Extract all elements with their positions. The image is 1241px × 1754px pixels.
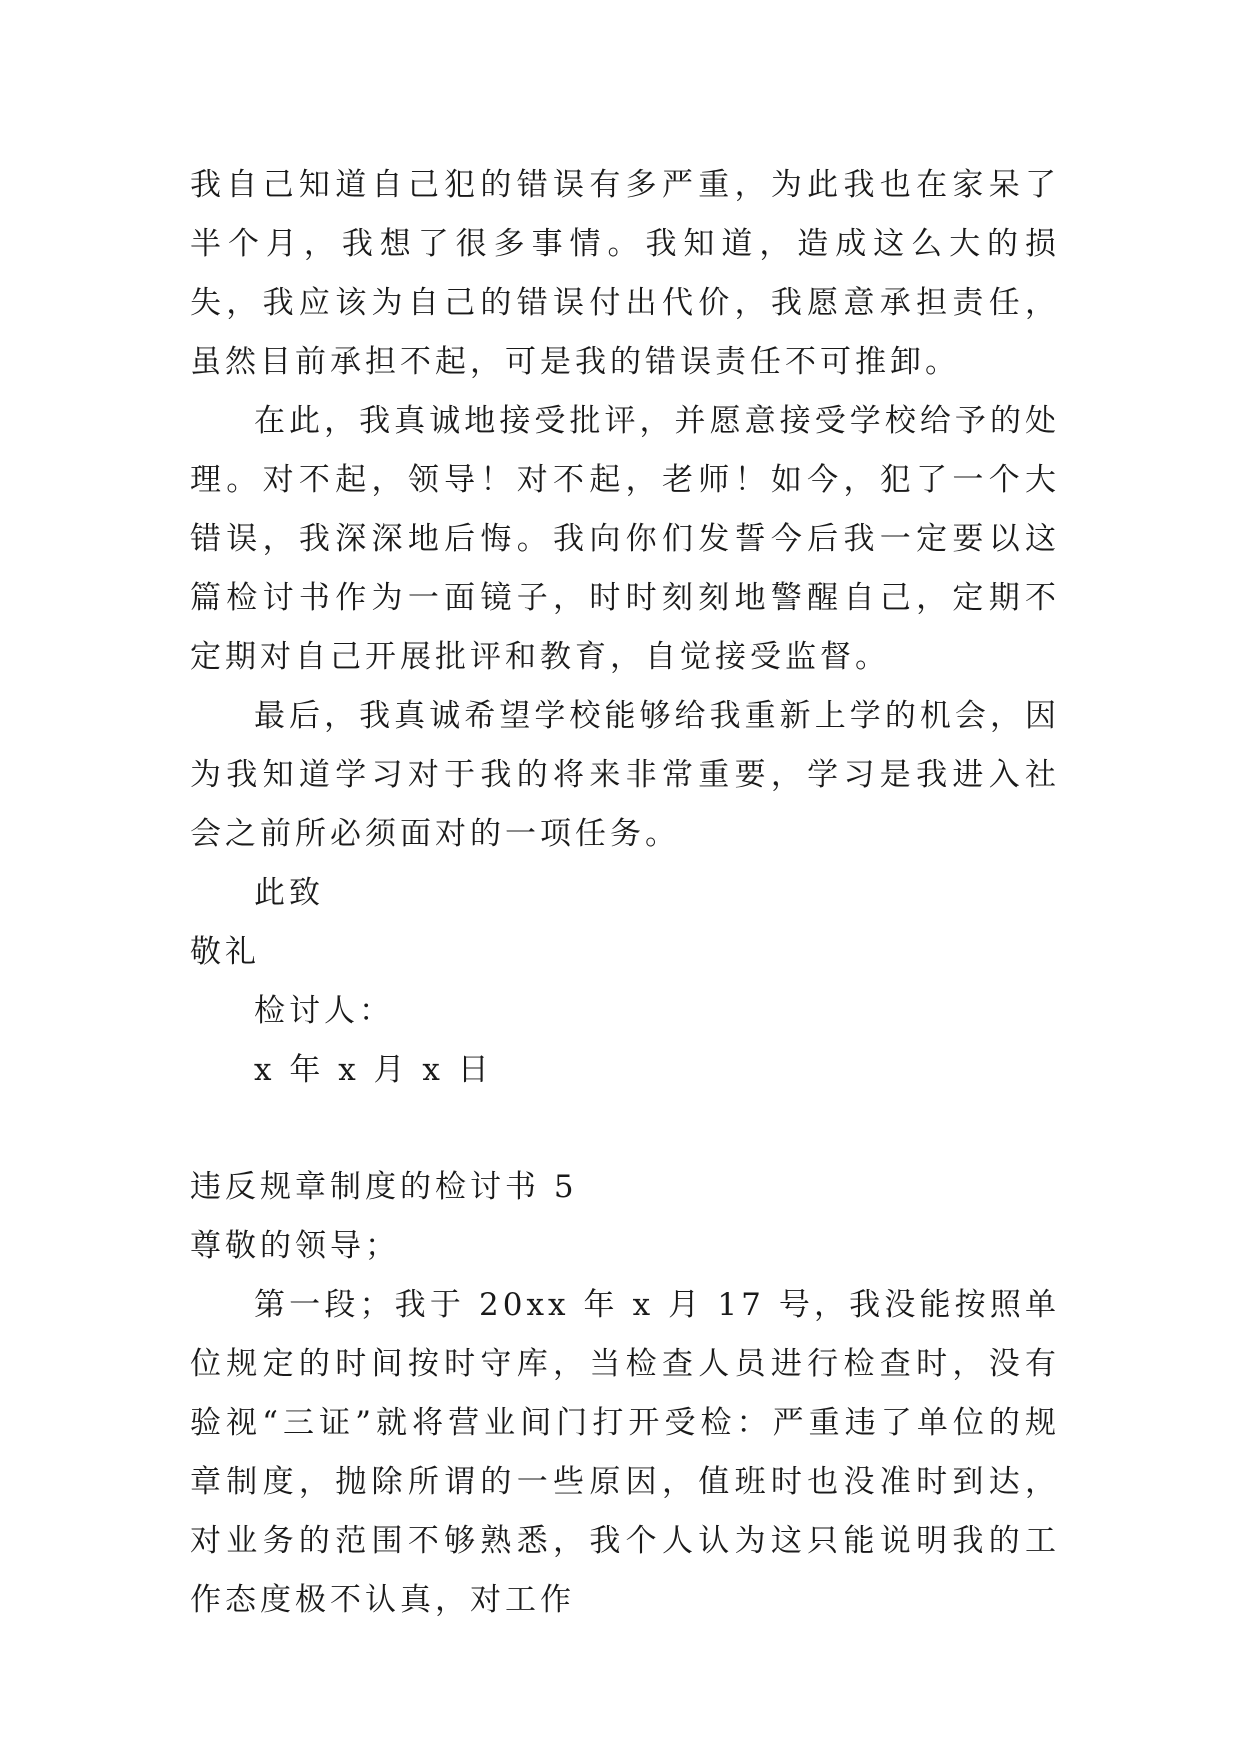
- document-body: [190, 156, 1060, 1630]
- paragraph: 在此，我真诚地接受批评，并愿意接受学校给予的处理。对不起，领导！对不起，老师！如今，犯了一个大错误，我深深地后悔。我向你们发誓今后我一定要以这篇检讨书作为一面镜子，时时刻刻地警醒自己，定期不定期对自己开展批评和教育，自觉接受监督。: [190, 403, 1060, 675]
- closing-regards: 敬礼: [190, 934, 260, 970]
- paragraph: 第一段；我于 20xx 年 x 月 17 号，我没能按照单位规定的时间按时守库，当检查人员进行检查时，没有验视“三证”就将营业间门打开受检：严重违了单位的规章制度，抛除所谓的一些原因，值班时也没准时到达，对业务的范围不够熟悉，我个人认为这只能说明我的工作态度极不认真，对工作: [190, 1287, 1060, 1618]
- section-gap: [190, 1100, 1060, 1158]
- date-line: x 年 x 月 x 日: [254, 1052, 493, 1088]
- salutation: 尊敬的领导；: [190, 1228, 400, 1264]
- section-title: 违反规章制度的检讨书 5: [190, 1169, 578, 1205]
- paragraph: 我自己知道自己犯的错误有多严重，为此我也在家呆了半个月，我想了很多事情。我知道，造成这么大的损失，我应该为自己的错误付出代价，我愿意承担责任，虽然目前承担不起，可是我的错误责任不可推卸。: [190, 167, 1060, 380]
- paragraph: 最后，我真诚希望学校能够给我重新上学的机会，因为我知道学习对于我的将来非常重要，学习是我进入社会之前所必须面对的一项任务。: [190, 698, 1060, 852]
- closing-line: 此致: [254, 875, 324, 911]
- signer-line: 检讨人：: [254, 993, 394, 1029]
